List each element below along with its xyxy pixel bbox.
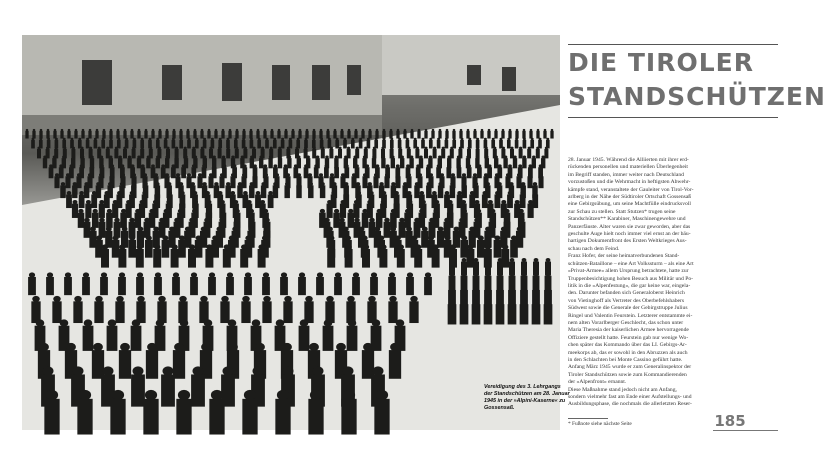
- footnote: * Fußnote siehe nächste Seite: [568, 421, 632, 427]
- body-text-line: litik in die »Alpenfestung«, die gar keine war, eingela-: [568, 282, 691, 289]
- body-text-line: zur Schau zu stellen. Statt Stutzen* trugen seine: [568, 208, 676, 215]
- body-text-line: vorzustoßen und die Wehrmacht in heftigsten Abwehr-: [568, 179, 691, 186]
- caption-line: Gossensaß.: [484, 405, 515, 411]
- body-text-line: arlberg in der Nähe der Südtiroler Ortschaft Gossensaß: [568, 194, 692, 201]
- caption-line: der Standschützen am 28. Januar: [484, 391, 570, 397]
- body-text-line: 28. Januar 1945. Während die Alliierten mit ihrer erd-: [568, 157, 689, 163]
- body-text-line: Standschützen** Karabiner, Maschinengewehre und: [568, 216, 686, 223]
- body-text-line: in den Schlachten bei Monte Cassino geführt hatte.: [568, 356, 683, 363]
- body-text-line: der »Alpenfront« ernannt.: [568, 379, 627, 386]
- body-text-line: sondern vielmehr fast am Ende einer Aufstellungs- und: [568, 394, 692, 400]
- body-text-line: den. Darunter befanden sich Generaloberst Heinrich: [568, 290, 685, 297]
- body-text-line: Panzerfäuste. Alter waren sie zwar geworden, aber das: [568, 223, 691, 230]
- body-text-line: Ringel und Valentin Feurstein. Letzterer entstammte ei-: [568, 312, 693, 319]
- body-text-line: Ausbildungsphase, die nochmals die allerletzten Reser-: [568, 401, 692, 408]
- body-text-line: Diese Maßnahme stand jedoch nicht am Anfang,: [568, 386, 677, 393]
- body-text-line: nem alten Vorarlberger Geschlecht, das schon unter: [568, 319, 684, 326]
- chapter-title-line: STANDSCHÜTZEN: [568, 82, 826, 111]
- page-number-rule: [713, 430, 778, 431]
- body-text-line: meekorps ab, das er sowohl in den Abruzzen als auch: [568, 349, 688, 356]
- body-text-line: schützen-Bataillone – eine Art Volkssturm – als eine Art: [568, 260, 694, 267]
- body-text-line: im Begriff standen, immer weiter nach Deutschland: [568, 171, 684, 178]
- body-text: [568, 157, 780, 409]
- body-text-line: kämpfe stand, veranstaltete der Gauleiter von Tirol-Vor-: [568, 186, 694, 193]
- body-text-line: chen später das Kommando über das LI. Gebirgs-Ar-: [568, 342, 687, 349]
- body-text-line: Maria Theresia der kaiserlichen Armee hervorragende: [568, 327, 689, 334]
- caption-line: 1945 in der »Alpini-Kaserne« zu: [484, 398, 566, 404]
- page-number: 185: [714, 412, 746, 430]
- body-text-line: Offiziere gestellt hatte. Feurstein gab nur wenige Wo-: [568, 334, 689, 341]
- photo-caption: [484, 384, 580, 412]
- body-text-line: Franz Hofer, der seine heimatverbundenen Stand-: [568, 253, 680, 260]
- body-text-line: von Vietinghoff als Vertreter des Oberbefehlshabers: [568, 297, 685, 304]
- parade-photo-scene: [22, 35, 560, 430]
- chapter-title: [568, 44, 826, 118]
- body-text-line: Tiroler Standschützen sowie zum Kommandierenden: [568, 371, 687, 378]
- parade-photo: [22, 35, 570, 430]
- body-text-line: Südwest sowie die Generale der Gebirgstruppe Julius: [568, 305, 688, 312]
- body-text-line: geschulte Auge hielt noch immer viel ernst an der bäu-: [568, 231, 691, 238]
- caption-line: Vereidigung des 3. Lehrgangs: [484, 384, 561, 390]
- body-text-line: hartigen Dokumentfront des Ersten Weltkrieges Aus-: [568, 238, 687, 245]
- footnote-divider: [568, 418, 608, 419]
- body-text-line: »Privat-Armee« allem Ursprung betrachtete, hatte zur: [568, 268, 689, 275]
- body-text-line: schau nach dem Feind.: [568, 245, 620, 252]
- chapter-title-line: DIE TIROLER: [568, 48, 754, 77]
- body-text-line: Truppenbesichtigung hohen Besuch aus Militär und Po-: [568, 275, 694, 282]
- body-text-line: eine Gebirgsübung, um seine Machtfülle eindrucksvoll: [568, 201, 691, 208]
- body-text-line: rückenden personellen und materiellen Überlegenheit: [568, 164, 688, 171]
- body-text-line: Anfang März 1945 wurde er zum Generalinspektor der: [568, 364, 692, 371]
